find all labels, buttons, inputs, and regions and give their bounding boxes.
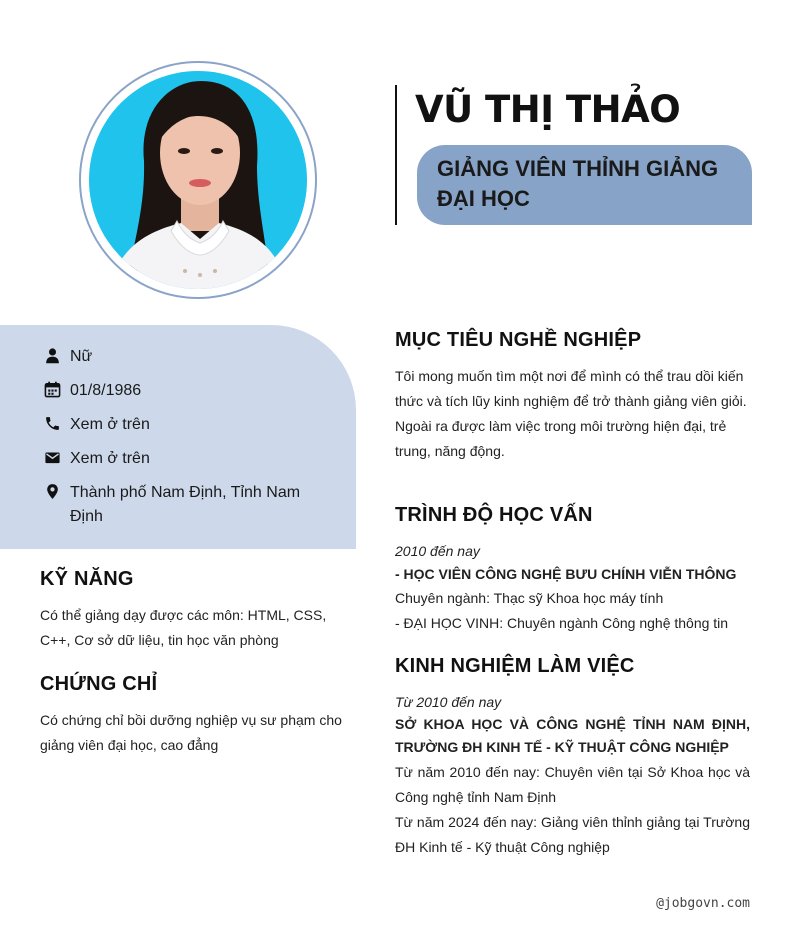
experience-line1: Từ năm 2010 đến nay: Chuyên viên tại Sở Khoa học và Công nghệ tỉnh Nam Định (395, 764, 750, 805)
experience-line2: Từ năm 2024 đến nay: Giảng viên thỉnh giảng tại Trường ĐH Kinh tế - Kỹ thuật Công nghiệp (395, 814, 750, 855)
address-value: Thành phố Nam Định, Tỉnh Nam Định (70, 484, 301, 525)
education-major: Chuyên ngành: Thạc sỹ Khoa học máy tính (395, 590, 664, 606)
experience-organization: SỞ KHOA HỌC VÀ CÔNG NGHỆ TỈNH NAM ĐỊNH, TRƯỜNG ĐH KINH TẾ - KỸ THUẬT CÔNG NGHIỆP (395, 716, 750, 755)
name-block (395, 85, 750, 225)
education-period: 2010 đến nay (395, 543, 480, 559)
location-pin-icon (44, 483, 61, 500)
experience-title: KINH NGHIỆM LÀM VIỆC (395, 655, 635, 677)
person-icon (44, 347, 61, 364)
candidate-name: VŨ THỊ THẢO (415, 88, 681, 131)
certificates-title: CHỨNG CHỈ (40, 673, 158, 695)
contact-gender (44, 345, 310, 369)
contact-phone (44, 413, 310, 437)
watermark: @jobgovn.com (656, 896, 750, 911)
objective-text: Tôi mong muốn tìm một nơi để mình có thể trau dồi kiến thức và tích lũy kinh nghiệm để trở thành giảng viên giỏi. Ngoài ra được làm việc trong môi trường hiện đại, trẻ trung, năng động. (395, 368, 747, 459)
skills-text: Có thể giảng dạy được các môn: HTML, CSS, C++, Cơ sở dữ liệu, tin học văn phòng (40, 607, 327, 648)
contact-address (44, 481, 310, 529)
contact-email (44, 447, 310, 471)
job-title-badge (417, 145, 752, 225)
objective-title: MỤC TIÊU NGHỀ NGHIỆP (395, 329, 642, 351)
education-extra: - ĐẠI HỌC VINH: Chuyên ngành Công nghệ thông tin (395, 615, 729, 631)
phone-value: Xem ở trên (70, 416, 150, 433)
mail-icon (44, 449, 61, 466)
education-title: TRÌNH ĐỘ HỌC VẤN (395, 504, 593, 526)
experience-period: Từ 2010 đến nay (395, 694, 502, 710)
education-school: - HỌC VIÊN CÔNG NGHỆ BƯU CHÍNH VIỄN THÔNG (395, 566, 737, 582)
birthday-value: 01/8/1986 (70, 382, 142, 399)
job-title-line1: GIẢNG VIÊN THỈNH GIẢNG (437, 156, 719, 181)
profile-photo (89, 71, 307, 289)
calendar-icon (44, 381, 61, 398)
job-title-line2: ĐẠI HỌC (437, 186, 530, 211)
certificates-text: Có chứng chỉ bồi dưỡng nghiệp vụ sư phạm cho giảng viên đại học, cao đẳng (40, 712, 342, 753)
profile-photo-frame (79, 61, 317, 299)
contact-birthday (44, 379, 310, 403)
gender-value: Nữ (70, 348, 93, 365)
email-value: Xem ở trên (70, 450, 150, 467)
phone-icon (44, 415, 61, 432)
skills-title: KỸ NĂNG (40, 568, 134, 590)
